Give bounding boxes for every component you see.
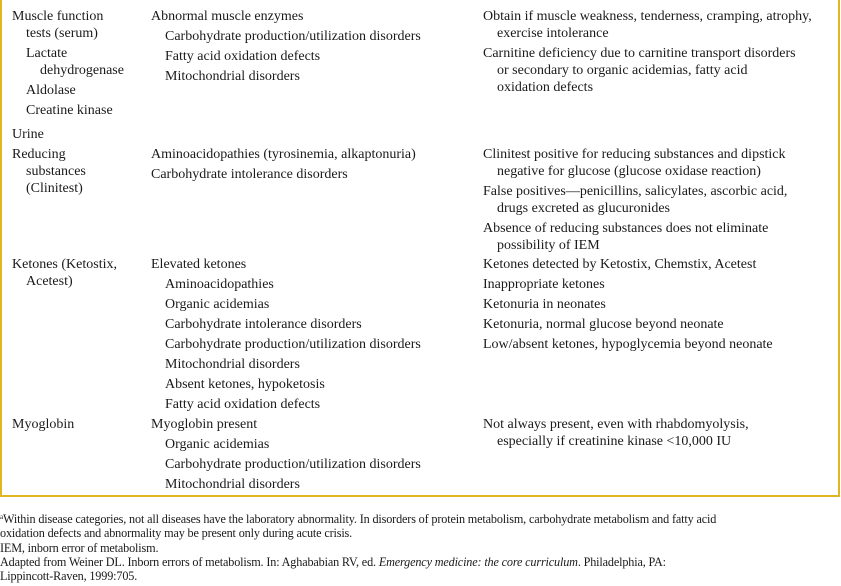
test-cell (12, 416, 142, 433)
disorder-item: Organic acidemias (165, 437, 270, 452)
disorder-header: Myoglobin present (151, 417, 258, 432)
comment-line: Clinitest positive for reducing substances and dipstick (483, 147, 786, 162)
comment-line: possibility of IEM (497, 238, 600, 253)
disorder-header: Abnormal muscle enzymes (151, 9, 304, 24)
section-label: Urine (12, 127, 44, 142)
disorder-item: Carbohydrate intolerance disorders (151, 167, 348, 182)
test-cell (12, 8, 142, 119)
disorder-item: Carbohydrate production/utilization disorders (165, 457, 421, 472)
disorders-cell (151, 146, 471, 183)
comment-line: Not always present, even with rhabdomyolysis, (483, 417, 749, 432)
comment-line: oxidation defects (497, 80, 594, 95)
comment-line: or secondary to organic acidemias, fatty acid (497, 63, 748, 78)
test-cell (12, 146, 142, 197)
comments-cell (483, 8, 833, 99)
comment-line: Inappropriate ketones (483, 277, 605, 292)
disorder-item: Organic acidemias (165, 297, 270, 312)
comment-line: False positives—penicillins, salicylates, ascorbic acid, (483, 184, 788, 199)
table-footnotes (0, 512, 841, 583)
subtest-name: Lactate (26, 46, 68, 61)
comment-line: Carnitine deficiency due to carnitine transport disorders (483, 46, 796, 61)
disorder-item: Mitochondrial disorders (165, 69, 300, 84)
footnote-source-cont: Lippincott-Raven, 1999:705. (0, 569, 138, 584)
comments-cell (483, 256, 833, 356)
comment-line: Ketonuria, normal glucose beyond neonate (483, 317, 724, 332)
comment-line: Obtain if muscle weakness, tenderness, cramping, atrophy, (483, 9, 812, 24)
comment-line: exercise intolerance (497, 26, 609, 41)
disorder-item: Aminoacidopathies (tyrosinemia, alkaptonuria) (151, 147, 416, 162)
footnote-a: $^a$Within disease categories, not all diseases have the laboratory abnormality. In disorders of protein metabolism, carbohydrate metabolism and fatty acid (0, 512, 717, 526)
test-name: Reducing (12, 147, 66, 162)
disorder-item: Carbohydrate production/utilization disorders (165, 337, 421, 352)
footnote-marker: a (0, 513, 3, 521)
disorders-cell (151, 416, 471, 493)
disorders-cell (151, 256, 471, 413)
source-title: Emergency medicine: the core curriculum (378, 554, 578, 569)
disorders-cell (151, 8, 471, 85)
footnote-a-cont: oxidation defects and abnormality may be present only during acute crisis. (0, 526, 353, 541)
disorder-item: Aminoacidopathies (165, 277, 274, 292)
comment-line: Ketones detected by Ketostix, Chemstix, Acetest (483, 257, 757, 272)
test-name-cont: substances (26, 164, 86, 179)
test-cell (12, 256, 142, 290)
test-name-cont: (Clinitest) (26, 181, 83, 196)
subtest-name-cont: dehydrogenase (40, 63, 124, 78)
test-name-cont: Acetest) (26, 274, 73, 289)
test-name: Ketones (Ketostix, (12, 257, 117, 272)
disorder-item: Mitochondrial disorders (165, 357, 300, 372)
disorder-item: Fatty acid oxidation defects (165, 397, 321, 412)
comments-cell (483, 146, 833, 257)
subtest-name: Creatine kinase (26, 103, 113, 118)
test-name-cont: tests (serum) (26, 26, 98, 41)
test-name: Muscle function (12, 9, 104, 24)
footnote-source: Adapted from Weiner DL. Inborn errors of metabolism. In: Aghababian RV, ed. Emergency medicine: the core curriculum. Philadelphia, PA: (0, 554, 666, 569)
disorder-header: Elevated ketones (151, 257, 247, 272)
comment-line: Absence of reducing substances does not eliminate (483, 221, 769, 236)
comment-line: Ketonuria in neonates (483, 297, 606, 312)
disorder-item: Fatty acid oxidation defects (165, 49, 321, 64)
test-name: Myoglobin (12, 417, 75, 432)
footnote-abbreviation: IEM, inborn error of metabolism. (0, 540, 159, 555)
comment-line: especially if creatinine kinase <10,000 IU (497, 434, 732, 449)
subtest-name: Aldolase (26, 83, 76, 98)
disorder-item: Carbohydrate intolerance disorders (165, 317, 362, 332)
comment-line: negative for glucose (glucose oxidase reaction) (497, 164, 761, 179)
comments-cell (483, 416, 833, 453)
comment-line: Low/absent ketones, hypoglycemia beyond neonate (483, 337, 773, 352)
disorder-item: Carbohydrate production/utilization disorders (165, 29, 421, 44)
comment-line: drugs excreted as glucuronides (497, 201, 670, 216)
disorder-item: Mitochondrial disorders (165, 477, 300, 492)
disorder-item: Absent ketones, hypoketosis (165, 377, 325, 392)
